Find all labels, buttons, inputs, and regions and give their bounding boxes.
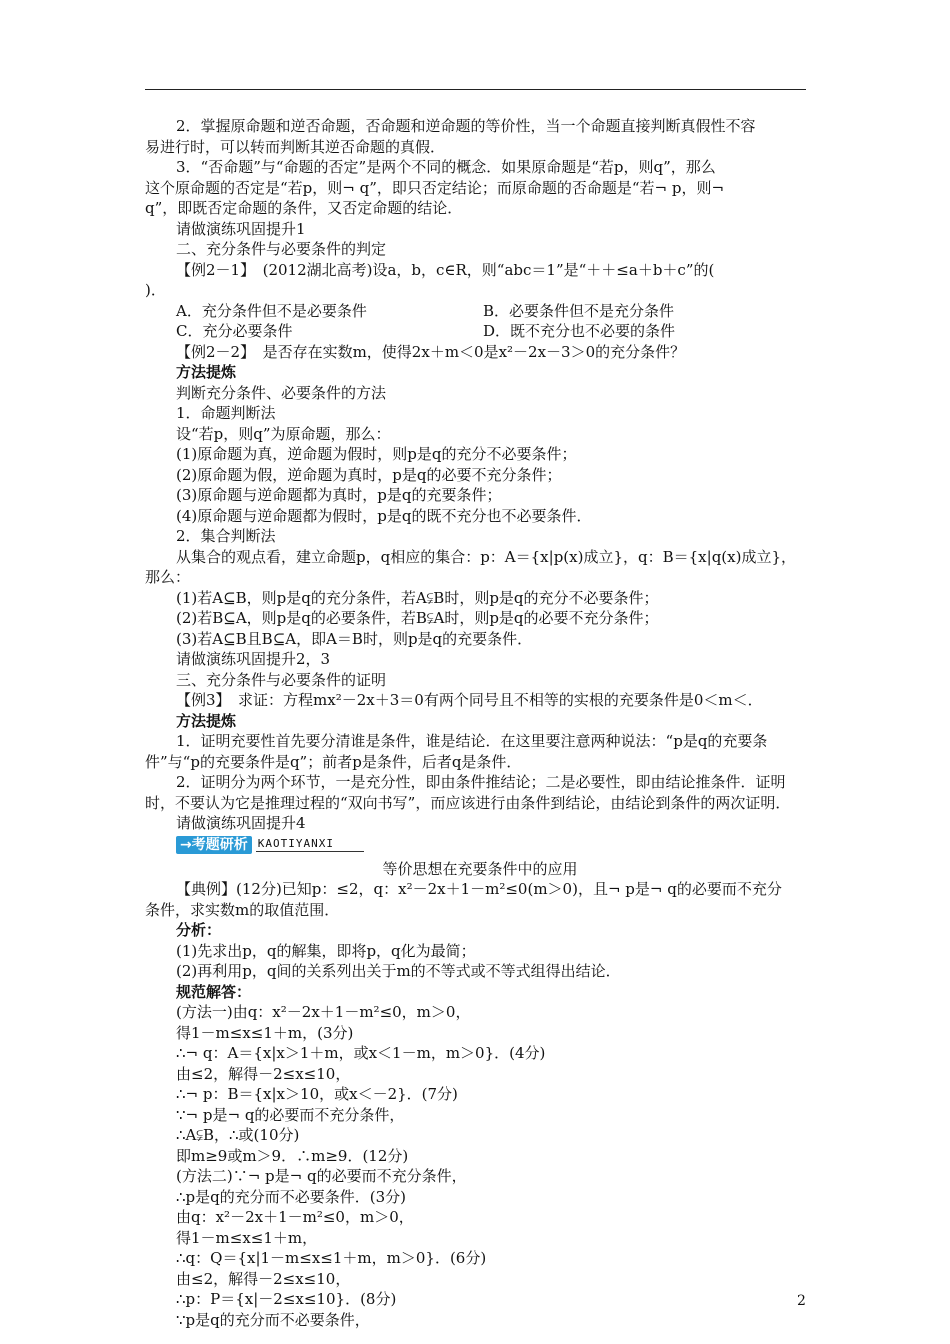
text-line: 即m≥9或m＞9．∴m≥9．(12分)	[176, 1146, 409, 1165]
text-line: ∵¬ p是¬ q的必要而不充分条件，	[176, 1105, 405, 1124]
text-line: (2)再利用p，q间的关系列出关于m的不等式或不等式组得出结论．	[176, 962, 621, 980]
method-heading: 方法提炼	[176, 711, 237, 730]
text-line: ∴¬ q：A＝{x|x＞1＋m，或x＜1－m，m＞0}．(4分)	[176, 1044, 546, 1062]
banner-latin: KAOTIYANXI	[256, 837, 364, 852]
text-line: ∴A⫋B，∴或(10分)	[176, 1126, 300, 1144]
text-line: 得1－m≤x≤1＋m，(3分)	[176, 1023, 354, 1042]
banner-logo: →考题研析	[176, 836, 252, 854]
practice-note: 请做演练巩固提升1	[176, 219, 306, 238]
text-line: 2．掌握原命题和逆否命题，否命题和逆命题的等价性，当一个命题直接判断真假性不容	[176, 117, 756, 135]
example-title: 【例3】 求证：方程mx²－2x＋3＝0有两个同号且不相等的实根的充要条件是0＜m＜．	[176, 691, 763, 709]
text-line: 【典例】(12分)已知p：≤2，q：x²－2x＋1－m²≤0(m＞0)，且¬ p是¬ q的必要而不充分	[176, 880, 782, 898]
text-line: 从集合的观点看，建立命题p，q相应的集合：p：A＝{x|p(x)成立}，q：B＝{x|q(x)成立}，	[176, 547, 796, 566]
option-b: B．必要条件但不是充分条件	[483, 301, 675, 320]
option-c: C．充分必要条件	[176, 322, 293, 340]
method-heading: 方法提炼	[176, 363, 237, 381]
options-row-ab	[145, 301, 815, 322]
text-line: (1)若A⊆B，则p是q的充分条件，若A⫋B时，则p是q的充分不必要条件；	[176, 588, 659, 607]
text-line: ∴¬ p：B＝{x|x＞10，或x＜－2}．(7分)	[176, 1085, 458, 1103]
text-line: q”，即既否定命题的条件，又否定命题的结论．	[145, 199, 463, 217]
option-a: A．充分条件但不是必要条件	[176, 301, 367, 320]
options-row-cd	[145, 321, 815, 342]
text-line: (1)先求出p，q的解集，即将p，q化为最简；	[176, 941, 476, 960]
text-line: (1)原命题为真，逆命题为假时，则p是q的充分不必要条件；	[176, 445, 577, 463]
topic-title: 等价思想在充要条件中的应用	[382, 859, 578, 878]
text-line: (2)原命题为假，逆命题为真时，p是q的必要不充分条件；	[176, 465, 562, 484]
text-line: ∴p是q的充分而不必要条件．(3分)	[176, 1187, 406, 1206]
document-body	[145, 116, 815, 1330]
practice-note: 请做演练巩固提升2，3	[176, 650, 331, 668]
text-line: 这个原命题的否定是“若p，则¬ q”，即只否定结论；而原命题的否命题是“若¬ p，则¬	[145, 178, 725, 197]
text-line: 由≤2，解得－2≤x≤10，	[176, 1269, 351, 1288]
text-line: 易进行时，可以转而判断其逆否命题的真假．	[145, 137, 446, 156]
text-line: 得1－m≤x≤1＋m，	[176, 1228, 318, 1247]
practice-note: 请做演练巩固提升4	[176, 814, 306, 832]
text-line: 那么：	[145, 568, 191, 586]
example-title: 【例2－1】 (2012湖北高考)设a，b，c∈R，则“abc＝1”是“＋＋≤a＋b＋c”的(	[176, 260, 715, 279]
text-line: 判断充分条件、必要条件的方法	[176, 383, 387, 402]
text-line: ∵p是q的充分而不必要条件，	[176, 1310, 370, 1329]
text-line: 条件，求实数m的取值范围．	[145, 900, 340, 919]
header-rule	[145, 89, 806, 90]
text-line: (4)原命题与逆命题都为假时，p是q的既不充分也不必要条件．	[176, 506, 592, 525]
text-line: (方法一)由q：x²－2x＋1－m²≤0，m＞0，	[176, 1003, 471, 1021]
text-line: (方法二)∵¬ p是¬ q的必要而不充分条件，	[176, 1167, 467, 1185]
section-banner	[176, 835, 815, 855]
text-line: 1．命题判断法	[176, 404, 276, 422]
page-number: 2	[797, 1293, 806, 1309]
example-title: 【例2－2】 是否存在实数m，使得2x＋m＜0是x²－2x－3＞0的充分条件？	[176, 342, 686, 361]
text-line: 设“若p，则q”为原命题，那么：	[176, 424, 391, 443]
section-heading: 三、充分条件与必要条件的证明	[176, 670, 387, 689]
text-line: 由q：x²－2x＋1－m²≤0，m＞0，	[176, 1208, 414, 1226]
text-line: ∴q：Q＝{x|1－m≤x≤1＋m，m＞0}．(6分)	[176, 1249, 487, 1267]
option-d: D．既不充分也不必要的条件	[483, 322, 676, 340]
paragraph: 2．证明分为两个环节，一是充分性，即由条件推结论；二是必要性，即由结论推条件．证明时，不要认为它是推理过程的“双向书写”，而应该进行由条件到结论，由结论到条件的两次证明．	[145, 773, 791, 812]
text-line: 由≤2，解得－2≤x≤10，	[176, 1064, 351, 1083]
text-line: (3)原命题与逆命题都为真时，p是q的充要条件；	[176, 486, 502, 504]
text-line: (3)若A⊆B且B⊆A，即A＝B时，则p是q的充要条件．	[176, 629, 533, 648]
text-line: ∴p：P＝{x|－2≤x≤10}．(8分)	[176, 1290, 397, 1308]
text-line: (2)若B⊆A，则p是q的必要条件，若B⫋A时，则p是q的必要不充分条件；	[176, 609, 659, 627]
analysis-label: 分析：	[176, 921, 222, 939]
text-line: 2．集合判断法	[176, 527, 276, 545]
text-line: 3．“否命题”与“命题的否定”是两个不同的概念．如果原命题是“若p，则q”，那么	[176, 158, 716, 176]
section-heading: 二、充分条件与必要条件的判定	[176, 240, 387, 258]
solution-label: 规范解答：	[176, 982, 252, 1001]
text-line: )．	[145, 281, 166, 299]
paragraph: 1．证明充要性首先要分清谁是条件，谁是结论．在这里要注意两种说法：“p是q的充要条件”与“p的充要条件是q”；前者p是条件，后者q是条件．	[145, 732, 768, 771]
